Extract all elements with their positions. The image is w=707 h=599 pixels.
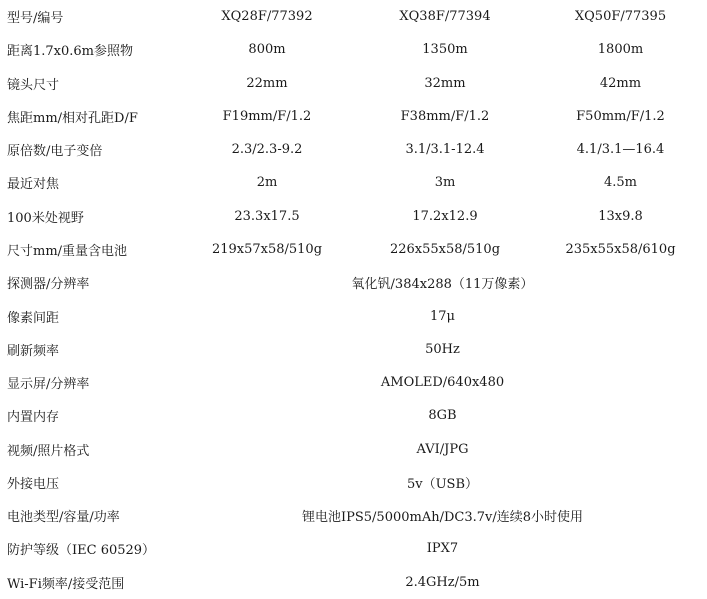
value-cell: 235x55x58/610g [565, 241, 676, 257]
value-cell: 2.3/2.3-9.2 [231, 142, 303, 158]
row-label: 镜头尺寸 [7, 77, 60, 93]
table-row [0, 0, 707, 33]
value-cell: 226x55x58/510g [389, 241, 501, 257]
row-label: 内置内存 [7, 410, 60, 426]
table-row [0, 67, 707, 100]
row-label: 距离1.7x0.6m参照物 [7, 44, 134, 60]
table-row [0, 100, 707, 133]
row-label: 100米处视野 [7, 210, 84, 226]
value-cell: 219x57x58/510g [211, 241, 323, 257]
table-row [0, 233, 707, 266]
table-row [0, 166, 707, 199]
value-cell: 5v（USB） [406, 476, 479, 492]
value-cell: 1350m [422, 42, 468, 58]
model-cell: XQ28F/77392 [221, 9, 313, 25]
row-label: 像素间距 [7, 310, 60, 326]
row-label: 电池类型/容量/功率 [7, 510, 120, 526]
table-row [0, 200, 707, 233]
row-label: 焦距mm/相对孔距D/F [7, 110, 138, 126]
model-cell: XQ38F/77394 [399, 9, 491, 25]
value-cell: IPX7 [426, 541, 459, 557]
value-cell: 4.5m [603, 175, 637, 191]
value-cell: 800m [248, 42, 286, 58]
value-cell: F50mm/F/1.2 [576, 108, 665, 124]
table-row [0, 266, 707, 299]
value-cell: F19mm/F/1.2 [222, 108, 312, 124]
value-cell: 2m [256, 175, 278, 191]
value-cell: 氧化钒/384x288（11万像素） [351, 277, 534, 293]
table-row [0, 532, 707, 565]
model-cell: XQ50F/77395 [574, 9, 667, 25]
row-label: 尺寸mm/重量含电池 [7, 243, 128, 259]
table-row [0, 432, 707, 465]
value-cell: AVI/JPG [416, 441, 469, 457]
table-row [0, 133, 707, 166]
value-cell: 3.1/3.1-12.4 [405, 142, 485, 158]
value-cell: 锂电池IPS5/5000mAh/DC3.7v/连续8小时使用 [301, 510, 584, 526]
row-label: 防护等级（IEC 60529） [7, 543, 156, 559]
value-cell: 32mm [424, 75, 466, 91]
row-label: 最近对焦 [7, 177, 60, 193]
row-label: 外接电压 [7, 476, 60, 492]
row-label: 探测器/分辨率 [7, 277, 90, 293]
table-row [0, 499, 707, 532]
row-label: 视频/照片格式 [7, 443, 90, 459]
table-row [0, 466, 707, 499]
value-cell: 17.2x12.9 [412, 208, 478, 224]
row-label: 型号/编号 [7, 11, 64, 27]
value-cell: 13x9.8 [598, 208, 643, 224]
row-label: Wi-Fi频率/接受范围 [7, 576, 125, 592]
value-cell: AMOLED/640x480 [380, 375, 505, 391]
row-label: 显示屏/分辨率 [7, 377, 90, 393]
value-cell: 17μ [430, 308, 455, 324]
value-cell: 42mm [599, 75, 642, 91]
value-cell: 50Hz [425, 341, 460, 357]
value-cell: 8GB [428, 408, 457, 424]
row-label: 原倍数/电子变倍 [7, 144, 103, 160]
value-cell: 1800m [597, 42, 644, 58]
value-cell: 22mm [246, 75, 288, 91]
value-cell: 4.1/3.1—16.4 [576, 142, 665, 158]
value-cell: 23.3x17.5 [234, 208, 300, 224]
table-row [0, 33, 707, 66]
value-cell: F38mm/F/1.2 [400, 108, 490, 124]
table-row [0, 333, 707, 366]
table-row [0, 566, 707, 599]
row-label: 刷新频率 [7, 343, 60, 359]
table-row [0, 299, 707, 332]
table-row [0, 366, 707, 399]
table-row [0, 399, 707, 432]
value-cell: 3m [434, 175, 456, 191]
value-cell: 2.4GHz/5m [405, 574, 480, 590]
